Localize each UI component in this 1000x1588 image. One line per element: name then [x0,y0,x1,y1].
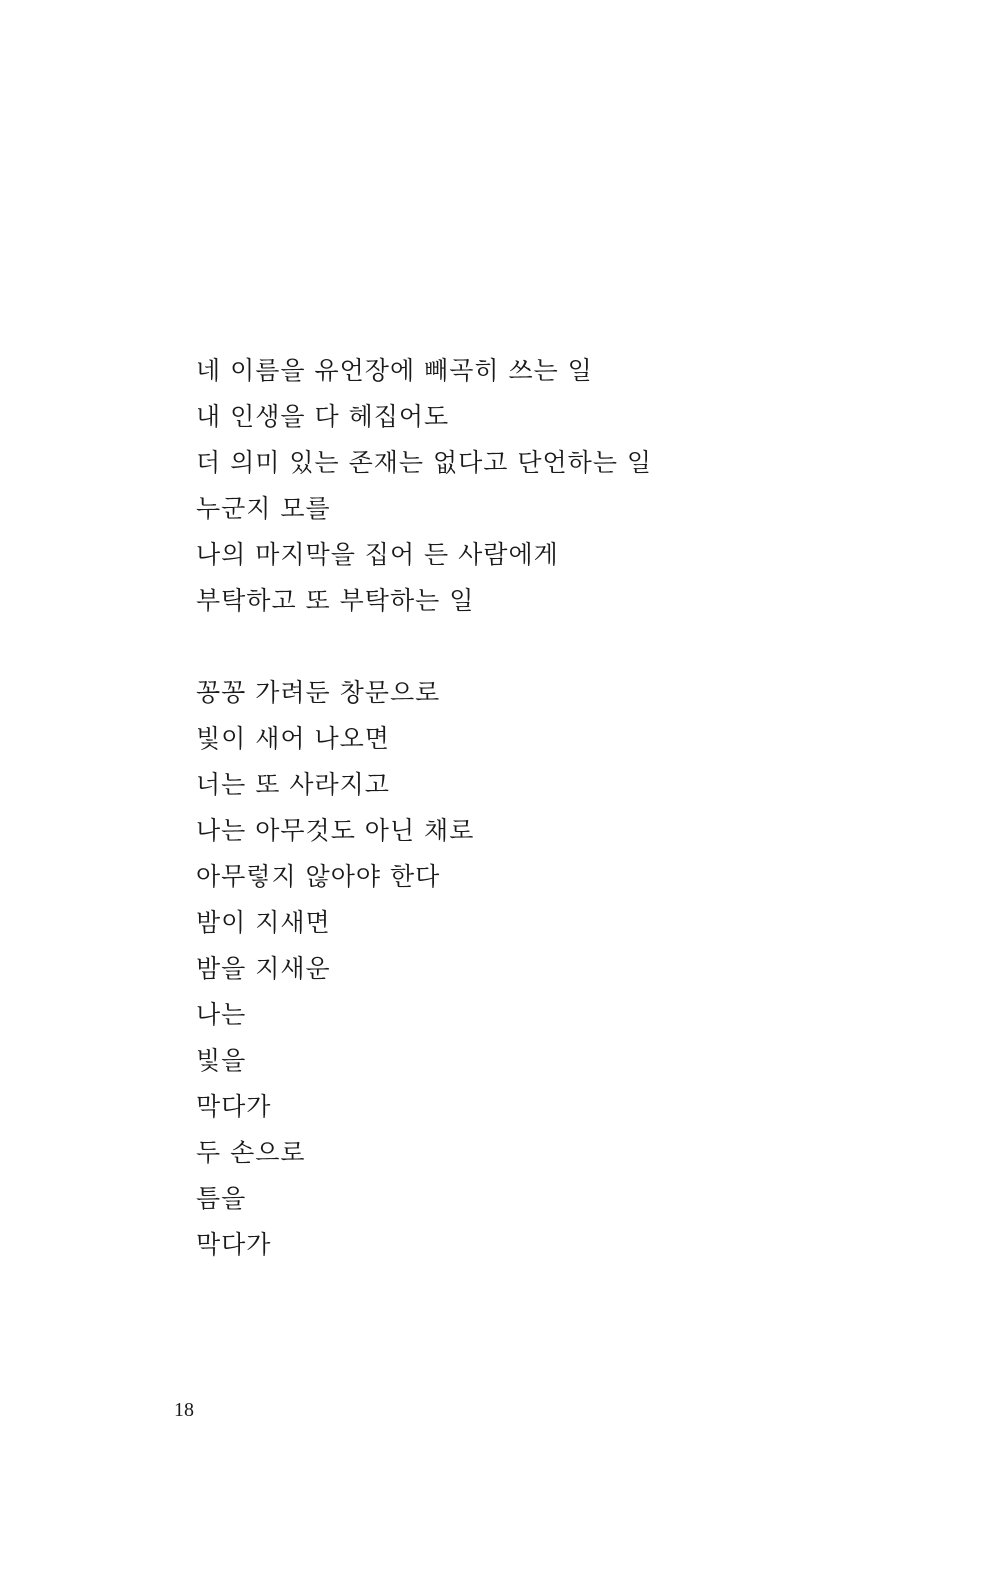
stanza-2 [196,670,652,1268]
poem-line: 아무렇지 않아야 한다 [196,862,441,891]
page-number: 18 [174,1399,194,1421]
poem-line: 밤이 지새면 [196,908,331,937]
poem-line: 나의 마지막을 집어 든 사람에게 [196,540,559,569]
poem-line: 네 이름을 유언장에 빼곡히 쓰는 일 [196,356,593,385]
poem-line: 나는 아무것도 아닌 채로 [196,816,475,845]
poem-line: 꽁꽁 가려둔 창문으로 [196,678,441,707]
poem-line: 부탁하고 또 부탁하는 일 [196,586,475,615]
poem-line: 막다가 [196,1230,272,1259]
poem-line: 나는 [196,1000,247,1029]
poem-line: 빛을 [196,1046,247,1075]
poem-body [196,348,652,1268]
poem-line: 누군지 모를 [196,494,331,523]
poem-line: 막다가 [196,1092,272,1121]
poem-line: 밤을 지새운 [196,954,331,983]
poem-line: 너는 또 사라지고 [196,770,390,799]
poem-line: 내 인생을 다 헤집어도 [196,402,450,431]
poem-line: 빛이 새어 나오면 [196,724,390,753]
poem-line: 틈을 [196,1184,247,1213]
poem-line: 더 의미 있는 존재는 없다고 단언하는 일 [196,448,653,477]
stanza-1 [196,348,652,624]
poem-line: 두 손으로 [196,1138,306,1167]
